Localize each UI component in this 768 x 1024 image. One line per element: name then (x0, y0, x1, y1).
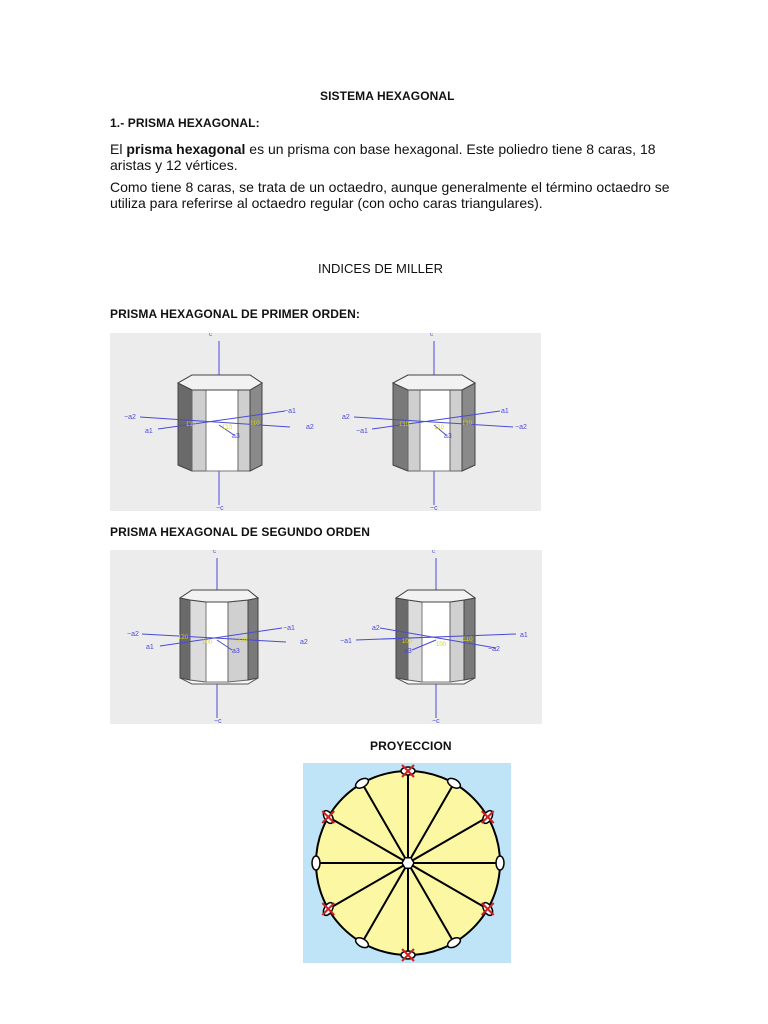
intro-paragraph (110, 141, 670, 173)
axis-label-a3: a3 (232, 433, 240, 440)
axis-label-a1: a1 (520, 632, 528, 639)
axis-label-neg-c: −c (214, 718, 222, 724)
face-label: 2̄10 (237, 638, 248, 644)
face-label: 1̄10 (399, 422, 410, 428)
axis-label-neg-a2: −a2 (515, 424, 527, 431)
axis-label-a2: a2 (306, 424, 314, 431)
axis-label-neg-a2: −a2 (127, 631, 139, 638)
section-heading: 1.- PRISMA HEXAGONAL: (110, 116, 260, 130)
axis-label-neg-a1: −a1 (340, 638, 352, 645)
axis-label-a1: a1 (145, 428, 153, 435)
octahedron-paragraph: Como tiene 8 caras, se trata de un octaedro, aunque generalmente el término octaedro se utiliza para referirse al octaedro regular (con ocho caras triangulares). (110, 179, 670, 211)
face-label: 1̄10 (462, 421, 473, 427)
first-order-heading: PRISMA HEXAGONAL DE PRIMER ORDEN: (110, 307, 360, 321)
axis-label-a3: a3 (404, 648, 412, 655)
axis-label-c: c (213, 550, 216, 555)
projection-heading: PROYECCION (370, 739, 452, 753)
axis-label-a2: a2 (300, 639, 308, 646)
stereographic-projection (303, 763, 511, 963)
axis-label-a2: a2 (372, 625, 380, 632)
second-order-heading: PRISMA HEXAGONAL DE SEGUNDO ORDEN (110, 525, 370, 539)
axis-label-c: c (209, 333, 212, 338)
face-label: 1̄00 (402, 639, 413, 645)
axis-label-neg-a1: −a1 (284, 408, 296, 415)
axis-label-c: c (430, 333, 433, 338)
prism-figure-first-order-2 (328, 333, 541, 511)
axis-label-a3: a3 (232, 648, 240, 655)
prism-figure-second-order-2 (328, 550, 542, 724)
axis-label-neg-a2: −a2 (124, 414, 136, 421)
face-label: 1̄00 (436, 642, 447, 648)
face-label: 110 (250, 421, 260, 427)
face-label: 1̄10 (434, 425, 445, 431)
axis-label-a3: a3 (444, 433, 452, 440)
intro-text-start: El (110, 141, 127, 157)
axis-label-a1: a1 (501, 408, 509, 415)
axis-label-neg-a1: −a1 (356, 428, 368, 435)
face-label: 1̄10 (186, 422, 197, 428)
face-label: 1̄10 (222, 425, 233, 431)
face-label: 1̄20 (178, 635, 189, 641)
axis-label-neg-a1: −a1 (283, 625, 295, 632)
axis-label-neg-c: −c (430, 505, 438, 511)
axis-label-a1: a1 (146, 644, 154, 651)
intro-term: prisma hexagonal (126, 141, 246, 157)
face-label: 1̄00 (202, 640, 213, 646)
miller-subtitle: INDICES DE MILLER (318, 261, 443, 276)
face-label: 110 (463, 637, 473, 643)
page-title: SISTEMA HEXAGONAL (320, 89, 455, 103)
intro-text-end: es un prisma con base hexagonal. Este poliedro tiene 8 caras, 18 aristas y 12 vértices. (110, 141, 656, 173)
prism-figure-second-order-1 (110, 550, 328, 724)
axis-label-neg-a2: −a2 (488, 646, 500, 653)
axis-label-c: c (432, 550, 435, 555)
prism-figure-first-order-1 (110, 333, 328, 511)
axis-label-a2: a2 (342, 414, 350, 421)
axis-label-neg-c: −c (216, 505, 224, 511)
axis-label-neg-c: −c (432, 718, 440, 724)
